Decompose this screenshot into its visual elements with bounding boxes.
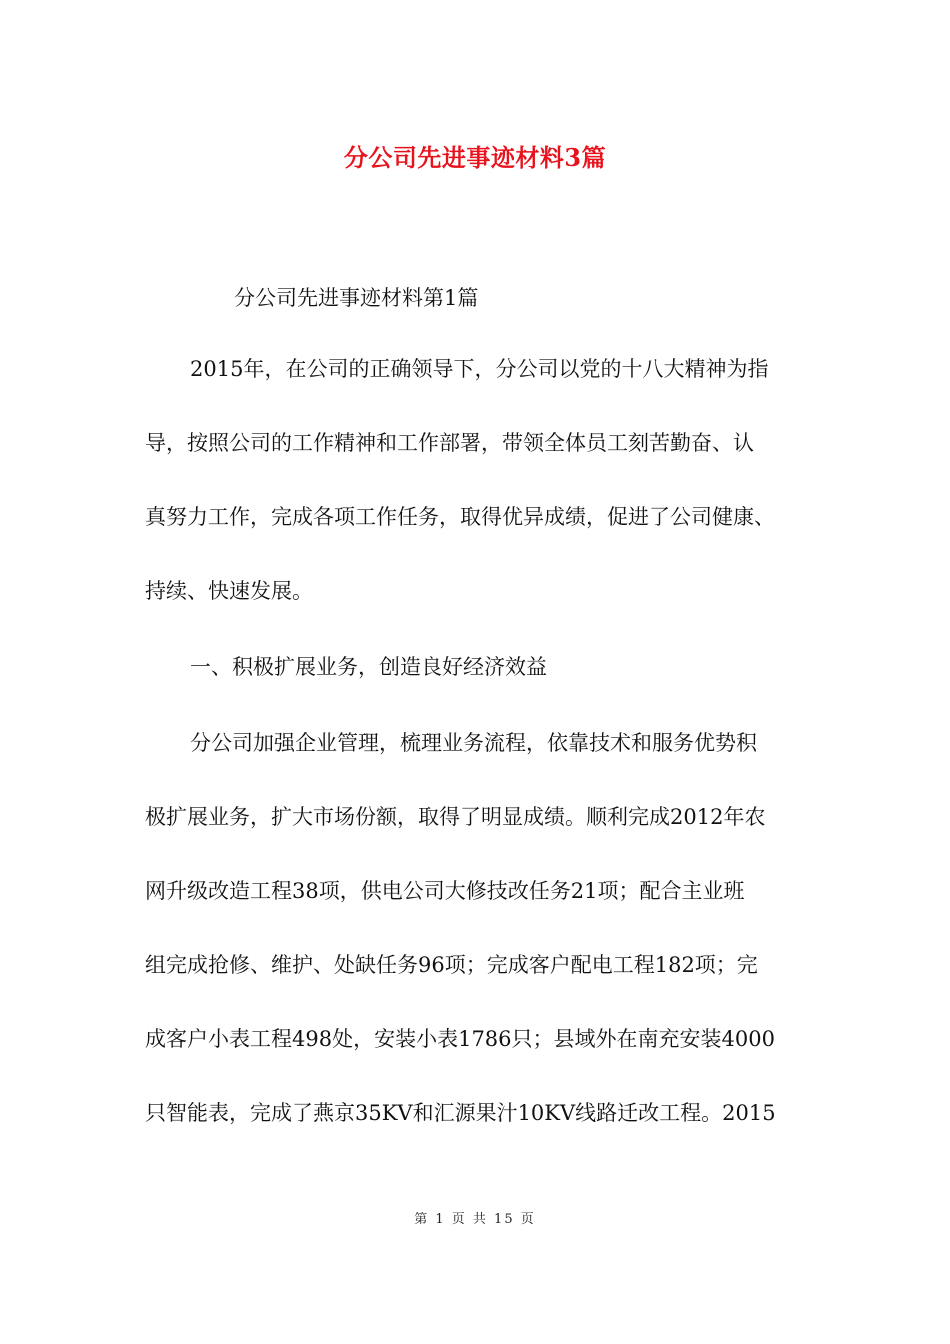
document-title: 分公司先进事迹材料3篇 bbox=[343, 143, 607, 172]
section-1-heading: 一、积极扩展业务，创造良好经济效益 bbox=[190, 655, 547, 679]
paragraph-1-line-1: 2015年，在公司的正确领导下，分公司以党的十八大精神为指 bbox=[190, 357, 769, 381]
paragraph-1-line-2: 导，按照公司的工作精神和工作部署，带领全体员工刻苦勤奋、认 bbox=[145, 431, 754, 455]
paragraph-2-line-6: 只智能表，完成了燕京35KV和汇源果汁10KV线路迁改工程。2015 bbox=[145, 1101, 776, 1125]
paragraph-2-line-1: 分公司加强企业管理，梳理业务流程，依靠技术和服务优势积 bbox=[190, 731, 757, 755]
subtitle: 分公司先进事迹材料第1篇 bbox=[234, 286, 479, 310]
paragraph-2-line-5: 成客户小表工程498处，安装小表1786只；县域外在南充安装4000 bbox=[145, 1027, 775, 1051]
paragraph-2-line-2: 极扩展业务，扩大市场份额，取得了明显成绩。顺利完成2012年农 bbox=[145, 805, 766, 829]
page-number-footer: 第 1 页 共 15 页 bbox=[414, 1212, 536, 1227]
paragraph-1-line-3: 真努力工作，完成各项工作任务，取得优异成绩，促进了公司健康、 bbox=[145, 505, 775, 529]
paragraph-2-line-4: 组完成抢修、维护、处缺任务96项；完成客户配电工程182项；完 bbox=[145, 953, 758, 977]
paragraph-1-line-4: 持续、快速发展。 bbox=[145, 579, 313, 603]
paragraph-2-line-3: 网升级改造工程38项，供电公司大修技改任务21项；配合主业班 bbox=[145, 879, 745, 903]
